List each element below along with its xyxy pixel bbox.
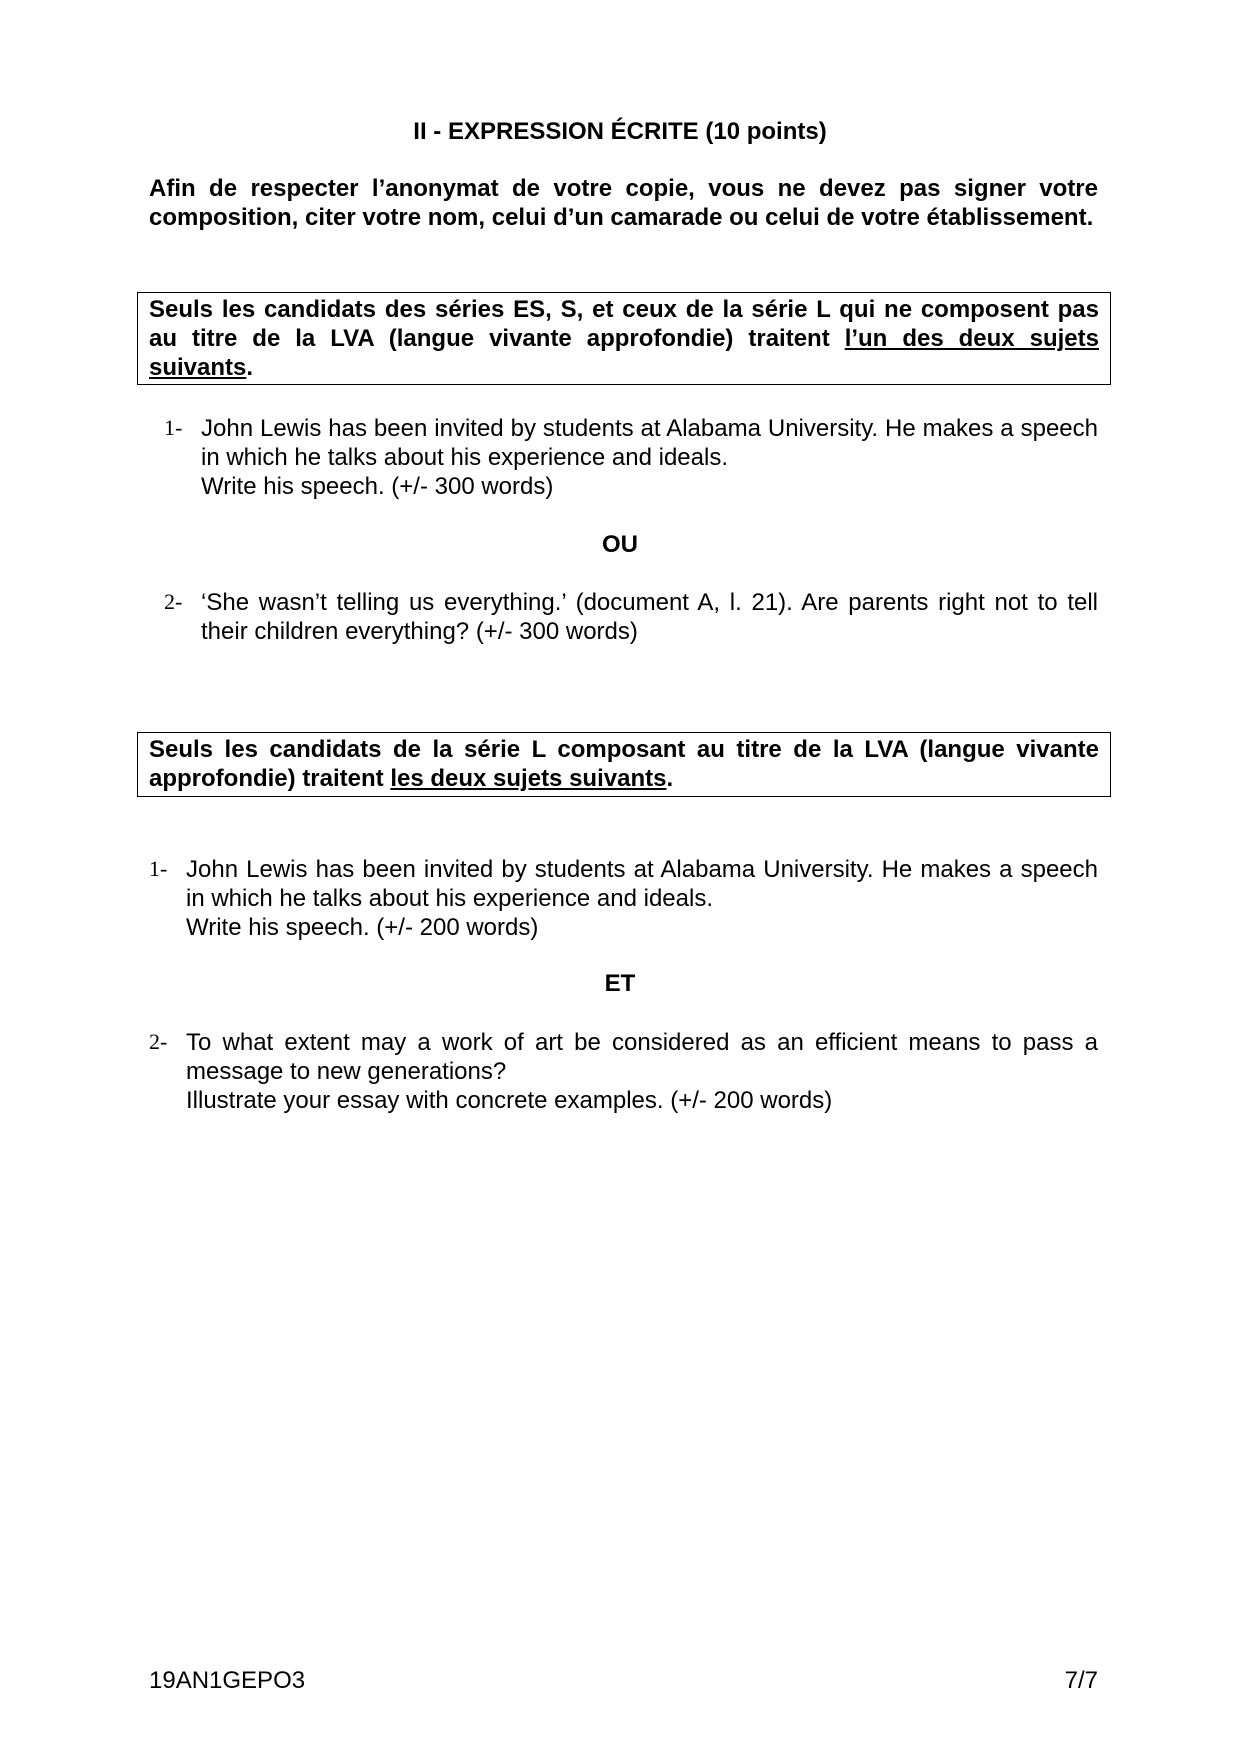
group1-item1-number: 1- xyxy=(164,415,183,440)
group2-item2 xyxy=(186,1028,1098,1115)
anonymity-notice: Afin de respecter l’anonymat de votre copie, vous ne devez pas signer votre composition, citer votre nom, celui d’un camarade ou celui de votre établissement. xyxy=(149,175,1098,231)
group2-item1-task: Write his speech. (+/- 200 words) xyxy=(186,914,539,941)
group2-item1-text: John Lewis has been invited by students at Alabama University. He makes a speech in which he talks about his experience and ideals. xyxy=(186,856,1098,912)
group2-item2-text: To what extent may a work of art be considered as an efficient means to pass a message to new generations? xyxy=(186,1029,1098,1085)
separator-et: ET xyxy=(604,970,636,997)
group1-instruction-emphasis: l’un des deux sujets suivants xyxy=(149,325,1099,381)
section-title: II - EXPRESSION ÉCRITE (10 points) xyxy=(413,118,827,145)
group2-instruction-emphasis: les deux sujets suivants xyxy=(390,765,667,792)
group1-item2-number: 2- xyxy=(164,589,183,614)
footer-code: 19AN1GEPO3 xyxy=(149,1667,306,1694)
group1-item2 xyxy=(201,588,1098,646)
separator-ou: OU xyxy=(602,531,638,558)
group1-instruction-box xyxy=(137,292,1111,385)
group1-instruction-end: . xyxy=(246,354,254,381)
group2-instruction-box xyxy=(137,732,1111,797)
group2-instruction-text: Seuls les candidats de la série L composant au titre de la LVA (langue vivante approfondie) traitent xyxy=(149,736,1099,792)
group2-item1-number: 1- xyxy=(149,856,168,881)
group2-item1 xyxy=(186,855,1098,942)
group1-item2-text: ‘She wasn’t telling us everything.’ (document A, l. 21). Are parents right not to tell their children everything? (+/- 300 words) xyxy=(201,589,1098,645)
group1-item1 xyxy=(201,414,1098,501)
footer-page-number: 7/7 xyxy=(1064,1667,1098,1694)
group2-item2-task: Illustrate your essay with concrete examples. (+/- 200 words) xyxy=(186,1087,833,1114)
group2-item2-number: 2- xyxy=(149,1029,168,1054)
group1-item1-task: Write his speech. (+/- 300 words) xyxy=(201,473,554,500)
group1-instruction-text: Seuls les candidats des séries ES, S, et ceux de la série L qui ne composent pas au titre de la LVA (langue vivante approfondie) traitent xyxy=(149,296,1099,352)
group1-item1-text: John Lewis has been invited by students at Alabama University. He makes a speech in which he talks about his experience and ideals. xyxy=(201,415,1098,471)
group2-instruction-end: . xyxy=(666,765,674,792)
